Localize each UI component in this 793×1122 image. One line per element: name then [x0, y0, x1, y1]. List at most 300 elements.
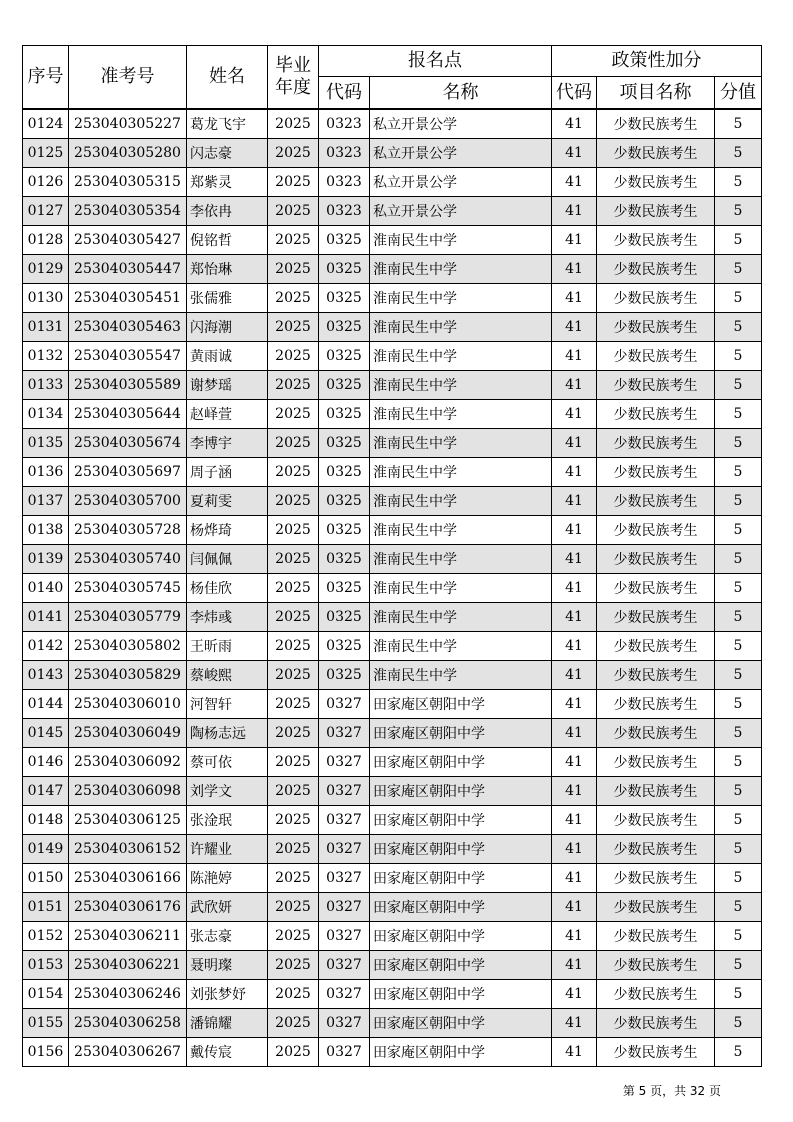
cell-name: 赵峄萱 [187, 400, 268, 429]
cell-grad-year: 2025 [268, 603, 319, 632]
cell-site-code: 0327 [319, 719, 370, 748]
cell-name: 张淦珉 [187, 806, 268, 835]
cell-bonus-code: 41 [552, 1038, 597, 1067]
cell-exam-no: 253040306176 [69, 893, 187, 922]
cell-bonus-item: 少数民族考生 [597, 429, 715, 458]
roster-body [23, 109, 762, 1067]
cell-name: 蔡可依 [187, 748, 268, 777]
table-row [23, 168, 762, 197]
cell-name: 河智轩 [187, 690, 268, 719]
header-name: 姓名 [187, 46, 268, 110]
cell-bonus-code: 41 [552, 980, 597, 1009]
cell-bonus-points: 5 [715, 197, 762, 226]
cell-bonus-points: 5 [715, 574, 762, 603]
cell-grad-year: 2025 [268, 835, 319, 864]
cell-grad-year: 2025 [268, 139, 319, 168]
cell-grad-year: 2025 [268, 980, 319, 1009]
cell-grad-year: 2025 [268, 574, 319, 603]
cell-exam-no: 253040305779 [69, 603, 187, 632]
cell-bonus-item: 少数民族考生 [597, 777, 715, 806]
cell-seq: 0138 [23, 516, 69, 545]
cell-site-code: 0325 [319, 371, 370, 400]
cell-exam-no: 253040305447 [69, 255, 187, 284]
cell-site-code: 0323 [319, 168, 370, 197]
cell-site-code: 0327 [319, 951, 370, 980]
cell-bonus-code: 41 [552, 603, 597, 632]
cell-bonus-code: 41 [552, 516, 597, 545]
cell-bonus-points: 5 [715, 226, 762, 255]
cell-bonus-code: 41 [552, 458, 597, 487]
cell-site-name: 田家庵区朝阳中学 [370, 922, 552, 951]
cell-bonus-item: 少数民族考生 [597, 719, 715, 748]
cell-grad-year: 2025 [268, 748, 319, 777]
cell-site-code: 0327 [319, 835, 370, 864]
cell-site-name: 田家庵区朝阳中学 [370, 719, 552, 748]
cell-exam-no: 253040305740 [69, 545, 187, 574]
cell-exam-no: 253040306166 [69, 864, 187, 893]
cell-grad-year: 2025 [268, 951, 319, 980]
cell-grad-year: 2025 [268, 516, 319, 545]
cell-seq: 0133 [23, 371, 69, 400]
cell-name: 蔡峻熙 [187, 661, 268, 690]
cell-site-name: 田家庵区朝阳中学 [370, 864, 552, 893]
cell-bonus-item: 少数民族考生 [597, 139, 715, 168]
table-row [23, 661, 762, 690]
cell-site-name: 淮南民生中学 [370, 545, 552, 574]
cell-exam-no: 253040305700 [69, 487, 187, 516]
cell-bonus-points: 5 [715, 1038, 762, 1067]
cell-seq: 0139 [23, 545, 69, 574]
cell-bonus-item: 少数民族考生 [597, 516, 715, 545]
cell-seq: 0128 [23, 226, 69, 255]
cell-grad-year: 2025 [268, 226, 319, 255]
cell-exam-no: 253040305697 [69, 458, 187, 487]
cell-bonus-item: 少数民族考生 [597, 487, 715, 516]
cell-exam-no: 253040305829 [69, 661, 187, 690]
cell-grad-year: 2025 [268, 632, 319, 661]
header-bonus-code: 代码 [552, 77, 597, 110]
cell-seq: 0146 [23, 748, 69, 777]
cell-seq: 0143 [23, 661, 69, 690]
cell-seq: 0137 [23, 487, 69, 516]
cell-seq: 0142 [23, 632, 69, 661]
cell-grad-year: 2025 [268, 922, 319, 951]
cell-exam-no: 253040306152 [69, 835, 187, 864]
cell-site-name: 田家庵区朝阳中学 [370, 748, 552, 777]
cell-exam-no: 253040306211 [69, 922, 187, 951]
cell-exam-no: 253040306098 [69, 777, 187, 806]
cell-site-name: 淮南民生中学 [370, 400, 552, 429]
table-row [23, 922, 762, 951]
cell-bonus-points: 5 [715, 516, 762, 545]
cell-grad-year: 2025 [268, 545, 319, 574]
cell-seq: 0156 [23, 1038, 69, 1067]
cell-grad-year: 2025 [268, 400, 319, 429]
cell-site-code: 0327 [319, 1038, 370, 1067]
cell-grad-year: 2025 [268, 893, 319, 922]
cell-exam-no: 253040305644 [69, 400, 187, 429]
cell-bonus-code: 41 [552, 284, 597, 313]
cell-site-code: 0325 [319, 400, 370, 429]
cell-grad-year: 2025 [268, 661, 319, 690]
cell-exam-no: 253040305427 [69, 226, 187, 255]
cell-grad-year: 2025 [268, 1038, 319, 1067]
cell-bonus-points: 5 [715, 864, 762, 893]
cell-grad-year: 2025 [268, 255, 319, 284]
table-row [23, 632, 762, 661]
cell-grad-year: 2025 [268, 487, 319, 516]
cell-site-name: 田家庵区朝阳中学 [370, 980, 552, 1009]
cell-bonus-points: 5 [715, 487, 762, 516]
table-row [23, 458, 762, 487]
cell-site-code: 0327 [319, 980, 370, 1009]
table-row [23, 342, 762, 371]
cell-bonus-code: 41 [552, 487, 597, 516]
cell-site-name: 私立开景公学 [370, 139, 552, 168]
cell-seq: 0149 [23, 835, 69, 864]
cell-grad-year: 2025 [268, 109, 319, 139]
cell-exam-no: 253040305463 [69, 313, 187, 342]
header-bonus-points: 分值 [715, 77, 762, 110]
cell-grad-year: 2025 [268, 690, 319, 719]
cell-seq: 0151 [23, 893, 69, 922]
cell-name: 郑怡琳 [187, 255, 268, 284]
cell-bonus-points: 5 [715, 603, 762, 632]
cell-site-code: 0325 [319, 516, 370, 545]
cell-bonus-code: 41 [552, 893, 597, 922]
cell-bonus-item: 少数民族考生 [597, 226, 715, 255]
cell-grad-year: 2025 [268, 777, 319, 806]
cell-name: 陈滟婷 [187, 864, 268, 893]
cell-site-code: 0325 [319, 545, 370, 574]
cell-grad-year: 2025 [268, 429, 319, 458]
cell-bonus-points: 5 [715, 661, 762, 690]
cell-grad-year: 2025 [268, 1009, 319, 1038]
cell-bonus-code: 41 [552, 400, 597, 429]
cell-bonus-item: 少数民族考生 [597, 255, 715, 284]
table-row [23, 864, 762, 893]
table-row [23, 516, 762, 545]
cell-name: 倪铭哲 [187, 226, 268, 255]
table-row [23, 545, 762, 574]
cell-bonus-points: 5 [715, 109, 762, 139]
cell-bonus-points: 5 [715, 951, 762, 980]
cell-bonus-code: 41 [552, 690, 597, 719]
cell-exam-no: 253040305547 [69, 342, 187, 371]
cell-name: 李博宇 [187, 429, 268, 458]
cell-name: 谢梦瑶 [187, 371, 268, 400]
cell-site-name: 淮南民生中学 [370, 661, 552, 690]
cell-bonus-item: 少数民族考生 [597, 342, 715, 371]
cell-bonus-code: 41 [552, 719, 597, 748]
cell-bonus-points: 5 [715, 690, 762, 719]
cell-site-name: 淮南民生中学 [370, 429, 552, 458]
cell-grad-year: 2025 [268, 806, 319, 835]
table-row [23, 109, 762, 139]
cell-site-name: 田家庵区朝阳中学 [370, 1038, 552, 1067]
table-row [23, 255, 762, 284]
cell-bonus-code: 41 [552, 574, 597, 603]
cell-name: 闪海潮 [187, 313, 268, 342]
cell-seq: 0130 [23, 284, 69, 313]
cell-bonus-points: 5 [715, 806, 762, 835]
table-row [23, 603, 762, 632]
cell-name: 武欣妍 [187, 893, 268, 922]
cell-site-code: 0325 [319, 632, 370, 661]
table-row [23, 226, 762, 255]
cell-bonus-points: 5 [715, 139, 762, 168]
header-grad-year-text: 毕业年度 [275, 55, 311, 98]
cell-site-name: 田家庵区朝阳中学 [370, 806, 552, 835]
cell-bonus-code: 41 [552, 109, 597, 139]
cell-exam-no: 253040305745 [69, 574, 187, 603]
cell-name: 刘张梦妤 [187, 980, 268, 1009]
cell-exam-no: 253040306267 [69, 1038, 187, 1067]
header-site-name: 名称 [370, 77, 552, 110]
cell-site-name: 淮南民生中学 [370, 574, 552, 603]
cell-bonus-item: 少数民族考生 [597, 168, 715, 197]
cell-bonus-code: 41 [552, 226, 597, 255]
cell-bonus-points: 5 [715, 371, 762, 400]
cell-bonus-points: 5 [715, 748, 762, 777]
cell-site-name: 田家庵区朝阳中学 [370, 777, 552, 806]
cell-seq: 0155 [23, 1009, 69, 1038]
cell-site-code: 0325 [319, 458, 370, 487]
cell-bonus-item: 少数民族考生 [597, 545, 715, 574]
cell-site-code: 0323 [319, 109, 370, 139]
cell-site-code: 0327 [319, 1009, 370, 1038]
cell-name: 王昕雨 [187, 632, 268, 661]
cell-bonus-item: 少数民族考生 [597, 748, 715, 777]
cell-bonus-points: 5 [715, 777, 762, 806]
cell-bonus-item: 少数民族考生 [597, 284, 715, 313]
cell-site-code: 0325 [319, 429, 370, 458]
cell-site-code: 0325 [319, 342, 370, 371]
cell-grad-year: 2025 [268, 719, 319, 748]
cell-site-name: 淮南民生中学 [370, 458, 552, 487]
cell-exam-no: 253040306221 [69, 951, 187, 980]
cell-bonus-code: 41 [552, 313, 597, 342]
cell-site-name: 淮南民生中学 [370, 371, 552, 400]
cell-grad-year: 2025 [268, 864, 319, 893]
cell-grad-year: 2025 [268, 342, 319, 371]
cell-seq: 0154 [23, 980, 69, 1009]
cell-seq: 0131 [23, 313, 69, 342]
cell-exam-no: 253040305589 [69, 371, 187, 400]
cell-name: 潘锦耀 [187, 1009, 268, 1038]
cell-bonus-points: 5 [715, 342, 762, 371]
cell-site-name: 田家庵区朝阳中学 [370, 951, 552, 980]
cell-seq: 0126 [23, 168, 69, 197]
cell-name: 李依冉 [187, 197, 268, 226]
cell-site-name: 私立开景公学 [370, 197, 552, 226]
cell-bonus-item: 少数民族考生 [597, 661, 715, 690]
cell-seq: 0150 [23, 864, 69, 893]
cell-bonus-item: 少数民族考生 [597, 980, 715, 1009]
table-row [23, 777, 762, 806]
cell-name: 张儒雅 [187, 284, 268, 313]
cell-seq: 0147 [23, 777, 69, 806]
header-grad-year [268, 46, 319, 110]
cell-exam-no: 253040306092 [69, 748, 187, 777]
cell-seq: 0134 [23, 400, 69, 429]
cell-bonus-points: 5 [715, 719, 762, 748]
cell-bonus-code: 41 [552, 371, 597, 400]
cell-bonus-points: 5 [715, 168, 762, 197]
header-site-code: 代码 [319, 77, 370, 110]
cell-site-code: 0325 [319, 603, 370, 632]
cell-site-name: 田家庵区朝阳中学 [370, 690, 552, 719]
table-row [23, 835, 762, 864]
cell-bonus-points: 5 [715, 429, 762, 458]
cell-seq: 0127 [23, 197, 69, 226]
cell-name: 夏莉雯 [187, 487, 268, 516]
cell-bonus-code: 41 [552, 806, 597, 835]
table-row [23, 893, 762, 922]
cell-site-code: 0325 [319, 487, 370, 516]
cell-name: 聂明璨 [187, 951, 268, 980]
cell-name: 黄雨诚 [187, 342, 268, 371]
cell-bonus-code: 41 [552, 835, 597, 864]
cell-bonus-points: 5 [715, 632, 762, 661]
cell-bonus-points: 5 [715, 284, 762, 313]
cell-bonus-item: 少数民族考生 [597, 371, 715, 400]
cell-seq: 0145 [23, 719, 69, 748]
cell-site-code: 0325 [319, 661, 370, 690]
cell-site-name: 田家庵区朝阳中学 [370, 835, 552, 864]
header-seq: 序号 [23, 46, 69, 110]
cell-name: 许耀业 [187, 835, 268, 864]
cell-site-code: 0327 [319, 806, 370, 835]
table-row [23, 980, 762, 1009]
cell-site-code: 0327 [319, 748, 370, 777]
cell-exam-no: 253040305674 [69, 429, 187, 458]
cell-site-name: 田家庵区朝阳中学 [370, 1009, 552, 1038]
cell-seq: 0129 [23, 255, 69, 284]
table-row [23, 313, 762, 342]
cell-bonus-item: 少数民族考生 [597, 109, 715, 139]
cell-bonus-code: 41 [552, 951, 597, 980]
cell-site-code: 0323 [319, 139, 370, 168]
cell-bonus-item: 少数民族考生 [597, 197, 715, 226]
cell-bonus-item: 少数民族考生 [597, 1009, 715, 1038]
table-row [23, 429, 762, 458]
header-bonus-group: 政策性加分 [552, 46, 762, 77]
cell-bonus-code: 41 [552, 1009, 597, 1038]
cell-seq: 0152 [23, 922, 69, 951]
cell-exam-no: 253040305451 [69, 284, 187, 313]
cell-bonus-item: 少数民族考生 [597, 806, 715, 835]
cell-exam-no: 253040306258 [69, 1009, 187, 1038]
cell-bonus-code: 41 [552, 922, 597, 951]
table-row [23, 1009, 762, 1038]
cell-bonus-item: 少数民族考生 [597, 1038, 715, 1067]
table-row [23, 284, 762, 313]
cell-bonus-points: 5 [715, 313, 762, 342]
cell-site-code: 0325 [319, 313, 370, 342]
cell-bonus-item: 少数民族考生 [597, 690, 715, 719]
table-row [23, 1038, 762, 1067]
cell-seq: 0153 [23, 951, 69, 980]
cell-seq: 0148 [23, 806, 69, 835]
cell-bonus-code: 41 [552, 777, 597, 806]
cell-site-name: 私立开景公学 [370, 109, 552, 139]
cell-exam-no: 253040305280 [69, 139, 187, 168]
cell-bonus-points: 5 [715, 980, 762, 1009]
table-row [23, 574, 762, 603]
cell-grad-year: 2025 [268, 168, 319, 197]
cell-seq: 0135 [23, 429, 69, 458]
table-row [23, 690, 762, 719]
cell-site-name: 淮南民生中学 [370, 226, 552, 255]
roster-table [22, 45, 762, 1067]
cell-bonus-item: 少数民族考生 [597, 632, 715, 661]
cell-exam-no: 253040305728 [69, 516, 187, 545]
cell-seq: 0140 [23, 574, 69, 603]
cell-bonus-code: 41 [552, 864, 597, 893]
cell-site-name: 田家庵区朝阳中学 [370, 893, 552, 922]
cell-site-code: 0325 [319, 255, 370, 284]
cell-name: 杨烨琦 [187, 516, 268, 545]
table-row [23, 371, 762, 400]
cell-bonus-item: 少数民族考生 [597, 951, 715, 980]
cell-bonus-item: 少数民族考生 [597, 400, 715, 429]
cell-site-code: 0325 [319, 574, 370, 603]
table-row [23, 806, 762, 835]
cell-site-code: 0325 [319, 226, 370, 255]
page-number: 第 5 页，共 32 页 [622, 1084, 721, 1098]
cell-grad-year: 2025 [268, 284, 319, 313]
cell-bonus-code: 41 [552, 748, 597, 777]
cell-bonus-code: 41 [552, 168, 597, 197]
cell-grad-year: 2025 [268, 197, 319, 226]
cell-site-code: 0325 [319, 284, 370, 313]
cell-name: 葛龙飞宇 [187, 109, 268, 139]
cell-site-code: 0327 [319, 893, 370, 922]
cell-name: 戴传宸 [187, 1038, 268, 1067]
cell-bonus-points: 5 [715, 458, 762, 487]
table-row [23, 748, 762, 777]
cell-bonus-code: 41 [552, 429, 597, 458]
cell-bonus-item: 少数民族考生 [597, 835, 715, 864]
cell-exam-no: 253040305227 [69, 109, 187, 139]
cell-bonus-item: 少数民族考生 [597, 864, 715, 893]
cell-seq: 0125 [23, 139, 69, 168]
cell-site-name: 淮南民生中学 [370, 487, 552, 516]
cell-seq: 0136 [23, 458, 69, 487]
cell-seq: 0141 [23, 603, 69, 632]
header-exam-no: 准考号 [69, 46, 187, 110]
cell-bonus-code: 41 [552, 255, 597, 284]
cell-name: 刘学文 [187, 777, 268, 806]
cell-seq: 0124 [23, 109, 69, 139]
cell-site-code: 0327 [319, 690, 370, 719]
cell-site-name: 淮南民生中学 [370, 342, 552, 371]
cell-bonus-code: 41 [552, 661, 597, 690]
header-site-group: 报名点 [319, 46, 552, 77]
cell-site-name: 私立开景公学 [370, 168, 552, 197]
table-row [23, 951, 762, 980]
cell-seq: 0132 [23, 342, 69, 371]
cell-site-code: 0327 [319, 777, 370, 806]
cell-bonus-points: 5 [715, 835, 762, 864]
cell-grad-year: 2025 [268, 313, 319, 342]
cell-name: 杨佳欣 [187, 574, 268, 603]
cell-name: 郑紫灵 [187, 168, 268, 197]
cell-exam-no: 253040306246 [69, 980, 187, 1009]
cell-site-name: 淮南民生中学 [370, 603, 552, 632]
table-row [23, 487, 762, 516]
